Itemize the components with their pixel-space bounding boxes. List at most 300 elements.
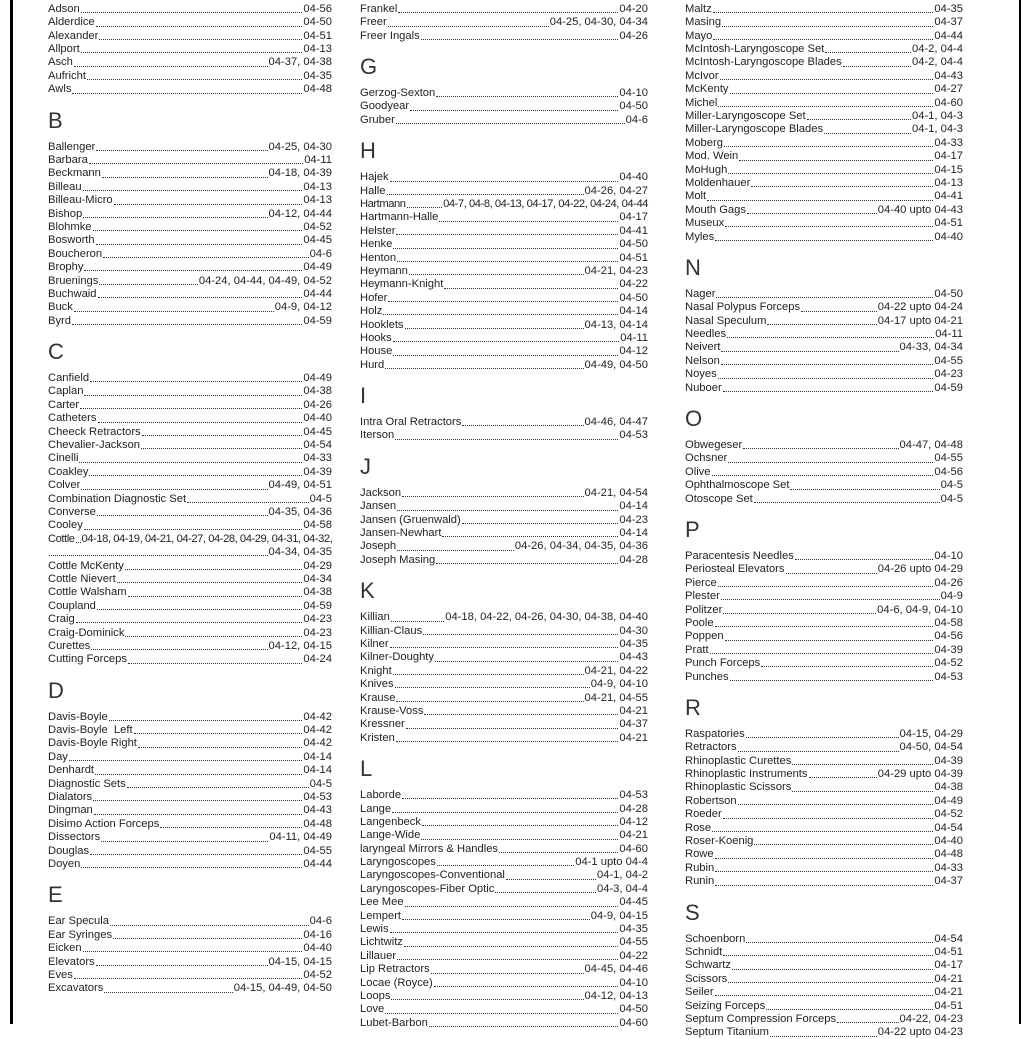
entry-name: Davis-Boyle Right xyxy=(48,737,137,750)
index-row xyxy=(360,344,648,357)
index-row xyxy=(685,56,963,69)
entry-pages: 04-21 xyxy=(934,986,963,999)
index-row xyxy=(685,327,963,340)
dot-leader xyxy=(388,26,549,27)
entry-name: Davis-Boyle Left xyxy=(48,724,133,737)
entry-pages: 04-2, 04-4 xyxy=(912,56,963,69)
index-row xyxy=(685,807,963,820)
dot-leader xyxy=(390,932,619,933)
entry-pages: 04-24, 04-44, 04-49, 04-52 xyxy=(198,274,332,287)
dot-leader xyxy=(723,613,876,614)
dot-leader xyxy=(109,720,303,721)
dot-leader xyxy=(721,599,940,600)
entry-pages: 04-17 upto 04-21 xyxy=(877,314,963,327)
index-row xyxy=(48,790,332,803)
dot-leader xyxy=(837,1022,898,1023)
index-row xyxy=(48,652,332,665)
index-row xyxy=(48,941,332,954)
entry-name: Heymann xyxy=(360,264,408,277)
index-row xyxy=(685,367,963,380)
entry-pages: 04-44 xyxy=(934,29,963,42)
entry-pages: 04-5 xyxy=(940,492,963,505)
entry-pages: 04-18, 04-22, 04-26, 04-30, 04-38, 04-40 xyxy=(445,611,648,624)
index-row xyxy=(48,612,332,625)
dot-leader xyxy=(90,381,302,382)
entry-name: McIntosh-Laryngoscope Set xyxy=(685,43,825,56)
dot-leader xyxy=(74,311,274,312)
index-row xyxy=(685,149,963,162)
index-row xyxy=(48,857,332,870)
dot-leader xyxy=(110,925,309,926)
index-row xyxy=(360,1016,648,1029)
entry-pages: 04-12, 04-44 xyxy=(268,207,332,220)
index-row xyxy=(360,936,648,949)
index-row xyxy=(685,176,963,189)
index-row xyxy=(360,86,648,99)
entry-name: Awls xyxy=(48,83,72,96)
entry-name: Canfield xyxy=(48,372,90,385)
entry-name: Ballenger xyxy=(48,140,96,153)
dot-leader xyxy=(715,995,934,996)
dot-leader xyxy=(462,425,583,426)
index-section xyxy=(685,2,963,243)
index-row xyxy=(685,136,963,149)
entry-pages: 04-17 xyxy=(934,150,963,163)
entry-name: Seizing Forceps xyxy=(685,999,766,1012)
dot-leader xyxy=(746,737,899,738)
entry-pages: 04-26 xyxy=(303,398,332,411)
dot-leader xyxy=(767,324,876,325)
entry-pages: 04-14 xyxy=(619,527,648,540)
index-row xyxy=(685,932,963,945)
entry-name: Hurd xyxy=(360,358,385,371)
entry-pages: 04-55 xyxy=(303,844,332,857)
dot-leader xyxy=(101,841,268,842)
entry-name: Hajek xyxy=(360,171,389,184)
entry-name: Dingman xyxy=(48,804,93,817)
entry-pages: 04-9, 04-15 xyxy=(590,909,648,922)
entry-pages: 04-21 xyxy=(619,731,648,744)
dot-leader xyxy=(421,839,618,840)
entry-name: Freer xyxy=(360,16,387,29)
dot-leader xyxy=(83,190,303,191)
entry-pages: 04-54 xyxy=(934,821,963,834)
index-row xyxy=(48,180,332,193)
entry-pages: 04-60 xyxy=(619,842,648,855)
dot-leader xyxy=(751,186,933,187)
entry-name: Jansen xyxy=(360,500,397,513)
entry-name: Raspatories xyxy=(685,727,745,740)
dot-leader xyxy=(713,12,934,13)
entry-name: Douglas xyxy=(48,844,90,857)
dot-leader xyxy=(405,906,619,907)
entry-name: Laryngoscopes-Conventional xyxy=(360,869,505,882)
index-row xyxy=(360,29,648,42)
entry-pages: 04-13 xyxy=(303,180,332,193)
entry-name: Molt xyxy=(685,190,707,203)
index-row xyxy=(685,69,963,82)
dot-leader xyxy=(74,66,268,67)
dot-leader xyxy=(421,39,619,40)
index-row xyxy=(685,603,963,616)
entry-name: Nasal Polypus Forceps xyxy=(685,301,801,314)
index-row xyxy=(360,882,648,895)
entry-name: Craig xyxy=(48,613,75,626)
dot-leader xyxy=(141,448,302,449)
entry-pages: 04-23 xyxy=(619,513,648,526)
entry-name: Cooley xyxy=(48,519,83,532)
dot-leader xyxy=(396,234,618,235)
index-column-right xyxy=(685,2,963,1039)
entry-name: Kressner xyxy=(360,718,405,731)
entry-name: Punches xyxy=(685,670,729,683)
entry-pages: 04-59 xyxy=(303,314,332,327)
entry-name: Plester xyxy=(685,590,720,603)
index-row xyxy=(685,96,963,109)
index-row xyxy=(685,848,963,861)
index-row xyxy=(48,140,332,153)
entry-pages: 04-60 xyxy=(934,96,963,109)
entry-name: Lichtwitz xyxy=(360,936,403,949)
index-row xyxy=(360,624,648,637)
index-row xyxy=(360,717,648,730)
index-row xyxy=(685,381,963,394)
dot-leader xyxy=(97,515,268,516)
dot-leader xyxy=(87,79,302,80)
entry-name: Kristen xyxy=(360,731,395,744)
dot-leader xyxy=(718,378,934,379)
index-row xyxy=(685,42,963,55)
entry-name: Masing xyxy=(685,16,722,29)
dot-leader xyxy=(96,150,267,151)
index-row xyxy=(685,656,963,669)
entry-name: Poppen xyxy=(685,630,724,643)
index-row xyxy=(360,610,648,623)
dot-leader xyxy=(761,666,933,667)
index-row xyxy=(685,189,963,202)
entry-pages: 04-41 xyxy=(934,190,963,203)
entry-pages: 04-5 xyxy=(940,479,963,492)
entry-pages: 04-50 xyxy=(619,1003,648,1016)
index-row xyxy=(360,224,648,237)
entry-pages: 04-37 xyxy=(619,718,648,731)
index-row xyxy=(685,794,963,807)
dot-leader xyxy=(72,93,302,94)
entry-pages: 04-50, 04-54 xyxy=(899,741,963,754)
entry-pages: 04-44 xyxy=(303,287,332,300)
index-row xyxy=(360,989,648,1002)
index-row xyxy=(360,100,648,113)
index-row xyxy=(360,802,648,815)
entry-name: Henton xyxy=(360,251,397,264)
entry-name: Asch xyxy=(48,56,73,69)
index-row xyxy=(685,821,963,834)
index-row xyxy=(360,358,648,371)
entry-pages: 04-20 xyxy=(619,2,648,15)
index-row xyxy=(685,874,963,887)
dot-leader xyxy=(715,240,933,241)
entry-name: Myles xyxy=(685,230,715,243)
entry-name: Schoenborn xyxy=(685,932,746,945)
index-row xyxy=(48,314,332,327)
entry-name: Barbara xyxy=(48,154,88,167)
index-row xyxy=(48,750,332,763)
dot-leader xyxy=(49,555,268,556)
entry-pages: 04-26 xyxy=(619,29,648,42)
entry-name: Alexander xyxy=(48,29,99,42)
index-row xyxy=(48,478,332,491)
dot-leader xyxy=(391,999,583,1000)
index-row xyxy=(685,985,963,998)
dot-leader xyxy=(801,311,877,312)
dot-leader xyxy=(80,408,302,409)
entry-pages: 04-51 xyxy=(934,999,963,1012)
index-section xyxy=(48,2,332,96)
entry-name: Cutting Forceps xyxy=(48,653,127,666)
dot-leader xyxy=(127,787,309,788)
dot-leader xyxy=(423,634,618,635)
index-row xyxy=(48,585,332,598)
index-row xyxy=(360,499,648,512)
entry-name: Diagnostic Sets xyxy=(48,777,126,790)
entry-name: Day xyxy=(48,750,68,763)
entry-name: Langenbeck xyxy=(360,815,421,828)
index-row xyxy=(48,830,332,843)
index-row xyxy=(360,197,648,210)
entry-pages: 04-10 xyxy=(619,87,648,100)
entry-name: Doyen xyxy=(48,857,81,870)
entry-name: Bishop xyxy=(48,207,83,220)
entry-name: Lillauer xyxy=(360,949,397,962)
index-row xyxy=(360,842,648,855)
index-section xyxy=(48,340,332,666)
entry-name: Goodyear xyxy=(360,100,410,113)
dot-leader xyxy=(739,160,933,161)
entry-name: Miller-Laryngoscope Blades xyxy=(685,123,824,136)
entry-name: Byrd xyxy=(48,314,72,327)
entry-name: Cottle McKenty xyxy=(48,559,124,572)
entry-name: Mouth Gags xyxy=(685,203,746,216)
entry-pages: 04-26 xyxy=(934,576,963,589)
dot-leader xyxy=(393,355,618,356)
entry-pages: 04-49 xyxy=(303,372,332,385)
entry-name: laryngeal Mirrors & Handles xyxy=(360,842,499,855)
section-letter: S xyxy=(685,899,700,925)
entry-name: Craig-Dominick xyxy=(48,626,125,639)
index-row xyxy=(360,2,648,15)
dot-leader xyxy=(96,26,303,27)
index-row xyxy=(685,354,963,367)
entry-pages: 04-21 xyxy=(619,829,648,842)
section-letter: G xyxy=(360,54,378,80)
entry-pages: 04-42 xyxy=(303,724,332,737)
dot-leader xyxy=(435,661,618,662)
entry-name: Olive xyxy=(685,465,711,478)
index-row xyxy=(685,616,963,629)
dot-leader xyxy=(83,217,267,218)
index-row xyxy=(48,777,332,790)
section-letter: K xyxy=(360,578,375,604)
entry-name: Rose xyxy=(685,821,712,834)
entry-name: Lange-Wide xyxy=(360,829,421,842)
entry-name: Miller-Laryngoscope Set xyxy=(685,110,806,123)
dot-leader xyxy=(385,368,583,369)
dot-leader xyxy=(84,395,302,396)
index-row xyxy=(360,815,648,828)
index-row xyxy=(48,29,332,42)
entry-pages: 04-10 xyxy=(934,550,963,562)
entry-name: Maltz xyxy=(685,2,712,15)
index-row xyxy=(360,331,648,344)
index-row xyxy=(360,731,648,744)
index-row xyxy=(685,82,963,95)
dot-leader xyxy=(824,133,911,134)
dot-leader xyxy=(738,751,899,752)
dot-leader xyxy=(383,314,618,315)
entry-name: Hartmann xyxy=(360,198,406,211)
dot-leader xyxy=(727,337,934,338)
dot-leader xyxy=(128,596,303,597)
index-row xyxy=(685,478,963,491)
index-row xyxy=(360,184,648,197)
index-row xyxy=(685,781,963,794)
index-row xyxy=(685,438,963,451)
entry-name: Eicken xyxy=(48,942,82,955)
entry-name: Heymann-Knight xyxy=(360,278,444,291)
index-columns xyxy=(48,2,963,1039)
dot-leader xyxy=(114,204,303,205)
index-section xyxy=(685,256,963,394)
entry-name: Elevators xyxy=(48,955,95,968)
entry-pages: 04-21, 04-54 xyxy=(584,486,648,499)
entry-name: Eves xyxy=(48,968,73,981)
entry-name: Cinelli xyxy=(48,452,79,465)
index-row xyxy=(48,452,332,465)
section-letter: C xyxy=(48,339,64,365)
dot-leader xyxy=(406,728,619,729)
entry-pages: 04-35, 04-36 xyxy=(268,506,332,518)
entry-pages: 04-17 xyxy=(934,959,963,972)
dot-leader xyxy=(103,257,308,258)
dot-leader xyxy=(388,301,618,302)
index-row xyxy=(360,664,648,677)
index-row xyxy=(685,958,963,971)
entry-name: Kilner-Doughty xyxy=(360,651,434,664)
entry-name: Converse xyxy=(48,506,96,518)
section-letter: B xyxy=(48,107,63,133)
entry-pages: 04-52 xyxy=(303,968,332,981)
index-row xyxy=(360,429,648,442)
dot-leader xyxy=(128,663,302,664)
index-row xyxy=(48,56,332,69)
entry-name: Dialators xyxy=(48,791,93,804)
dot-leader xyxy=(395,687,590,688)
index-section xyxy=(360,455,648,566)
index-row xyxy=(48,505,332,518)
entry-pages: 04-59 xyxy=(303,599,332,612)
dot-leader xyxy=(707,200,933,201)
entry-name: Rhinoplastic Scissors xyxy=(685,781,792,794)
entry-name: Politzer xyxy=(685,603,723,616)
entry-name: Frankel xyxy=(360,2,398,15)
dot-leader xyxy=(747,213,877,214)
entry-name: McIvor xyxy=(685,69,719,82)
entry-pages: 04-41 xyxy=(619,224,648,237)
entry-pages: 04-53 xyxy=(619,429,648,442)
index-row xyxy=(685,2,963,15)
index-section xyxy=(48,109,332,327)
dot-leader xyxy=(720,79,934,80)
entry-pages: 04-6 xyxy=(625,113,648,126)
dot-leader xyxy=(102,177,268,178)
entry-name: Killian-Claus xyxy=(360,624,423,637)
entry-name: Billeau xyxy=(48,180,82,193)
entry-pages: 04-43 xyxy=(619,651,648,664)
entry-pages: 04-50 xyxy=(619,291,648,304)
entry-pages: 04-39 xyxy=(934,643,963,656)
entry-pages: 04-22, 04-23 xyxy=(899,1012,963,1025)
section-letter: I xyxy=(360,383,367,409)
entry-pages: 04-38 xyxy=(303,586,332,599)
entry-pages: 04-1, 04-2 xyxy=(597,869,648,882)
dot-leader xyxy=(410,110,618,111)
dot-leader xyxy=(710,653,934,654)
entry-pages: 04-28 xyxy=(619,553,648,566)
entry-name: Knight xyxy=(360,664,392,677)
dot-leader xyxy=(429,1026,619,1027)
index-row xyxy=(360,909,648,922)
index-row xyxy=(685,834,963,847)
entry-pages: 04-55 xyxy=(934,354,963,367)
entry-name: Mod. Wein xyxy=(685,150,739,163)
index-section xyxy=(48,679,332,871)
entry-pages: 04-55 xyxy=(934,452,963,465)
entry-pages: 04-25, 04-30 xyxy=(268,140,332,153)
index-section xyxy=(360,384,648,442)
entry-name: Gruber xyxy=(360,113,395,126)
entry-name: Loops xyxy=(360,989,391,1002)
entry-name: Roeder xyxy=(685,808,722,821)
entry-name: Curettes xyxy=(48,639,91,652)
entry-pages: 04-49 xyxy=(934,794,963,807)
dot-leader xyxy=(76,622,303,623)
dot-leader xyxy=(72,324,302,325)
dot-leader xyxy=(390,647,619,648)
entry-pages: 04-40 xyxy=(303,412,332,425)
entry-pages: 04-39 xyxy=(934,754,963,767)
entry-pages: 04-22 upto 04-23 xyxy=(877,1026,963,1039)
index-row xyxy=(48,710,332,723)
dot-leader xyxy=(96,965,268,966)
index-row xyxy=(48,914,332,927)
dot-leader xyxy=(721,351,898,352)
dot-leader xyxy=(437,865,574,866)
dot-leader xyxy=(792,764,933,765)
dot-leader xyxy=(69,760,302,761)
section-letter: E xyxy=(48,882,63,908)
entry-pages: 04-37, 04-38 xyxy=(268,56,332,69)
dot-leader xyxy=(809,777,877,778)
index-row xyxy=(360,526,648,539)
dot-leader xyxy=(134,733,303,734)
dot-leader xyxy=(825,52,911,53)
entry-name: Excavators xyxy=(48,982,104,995)
dot-leader xyxy=(402,798,618,799)
dot-leader xyxy=(754,844,933,845)
entry-name: Seiler xyxy=(685,986,714,999)
entry-name: Chevalier-Jackson xyxy=(48,439,141,452)
entry-name: Ochsner xyxy=(685,452,728,465)
